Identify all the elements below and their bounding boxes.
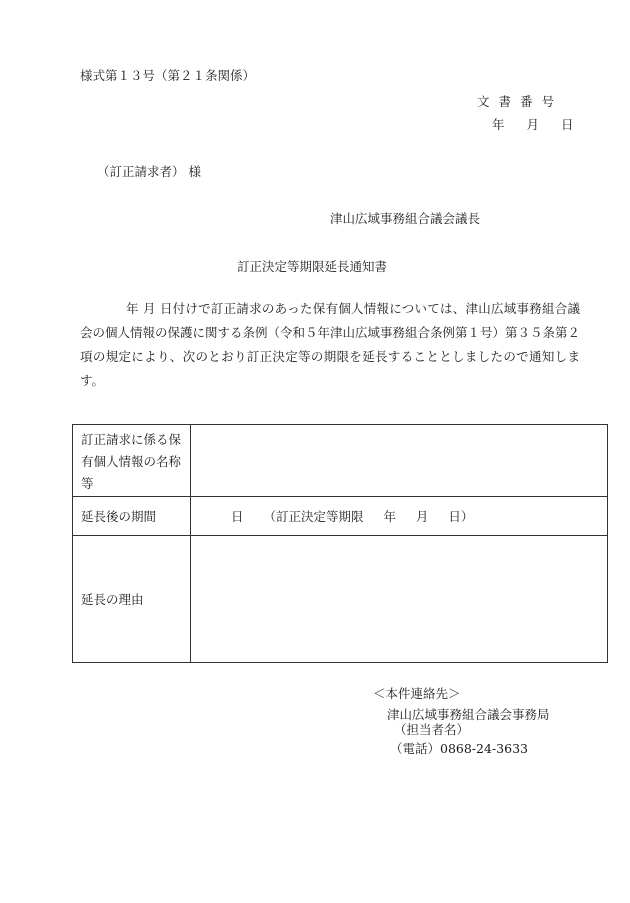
date-label: 年 月 日 <box>492 117 574 132</box>
recipient-line: （訂正請求者） 様 <box>97 164 201 179</box>
info-name-label: 訂正請求に係る保有個人情報の名称等 <box>73 425 191 497</box>
info-name-value <box>191 425 608 497</box>
contact-person: （担当者名） <box>394 722 470 737</box>
info-table <box>72 424 608 663</box>
body-paragraph: 年 月 日付けで訂正請求のあった保有個人情報については、津山広域事務組合議会の個人情報の保護に関する条例（令和５年津山広域事務組合条例第１号）第３５条第２項の規定により、次のとおり訂正決定等の期限を延長することとしましたので通知します。 <box>80 301 581 388</box>
document-number-label: 文書番号 <box>477 94 564 109</box>
extended-period-label: 延長後の期間 <box>73 497 191 536</box>
document-title: 訂正決定等期限延長通知書 <box>237 259 388 274</box>
form-number: 様式第１３号（第２１条関係） <box>80 68 256 83</box>
table-row-info-name <box>73 425 608 497</box>
contact-phone: （電話）0868-24-3633 <box>390 741 528 756</box>
sender-name: 津山広域事務組合議会議長 <box>330 211 481 226</box>
extension-reason-value <box>191 536 608 663</box>
extension-reason-label: 延長の理由 <box>73 536 191 663</box>
table-row-extended-period <box>73 497 608 536</box>
contact-heading: ＜本件連絡先＞ <box>373 686 461 701</box>
extended-period-value: 日 （訂正決定等期限 年 月 日） <box>191 497 608 536</box>
contact-organization: 津山広域事務組合議会事務局 <box>387 707 550 722</box>
table-row-extension-reason <box>73 536 608 663</box>
